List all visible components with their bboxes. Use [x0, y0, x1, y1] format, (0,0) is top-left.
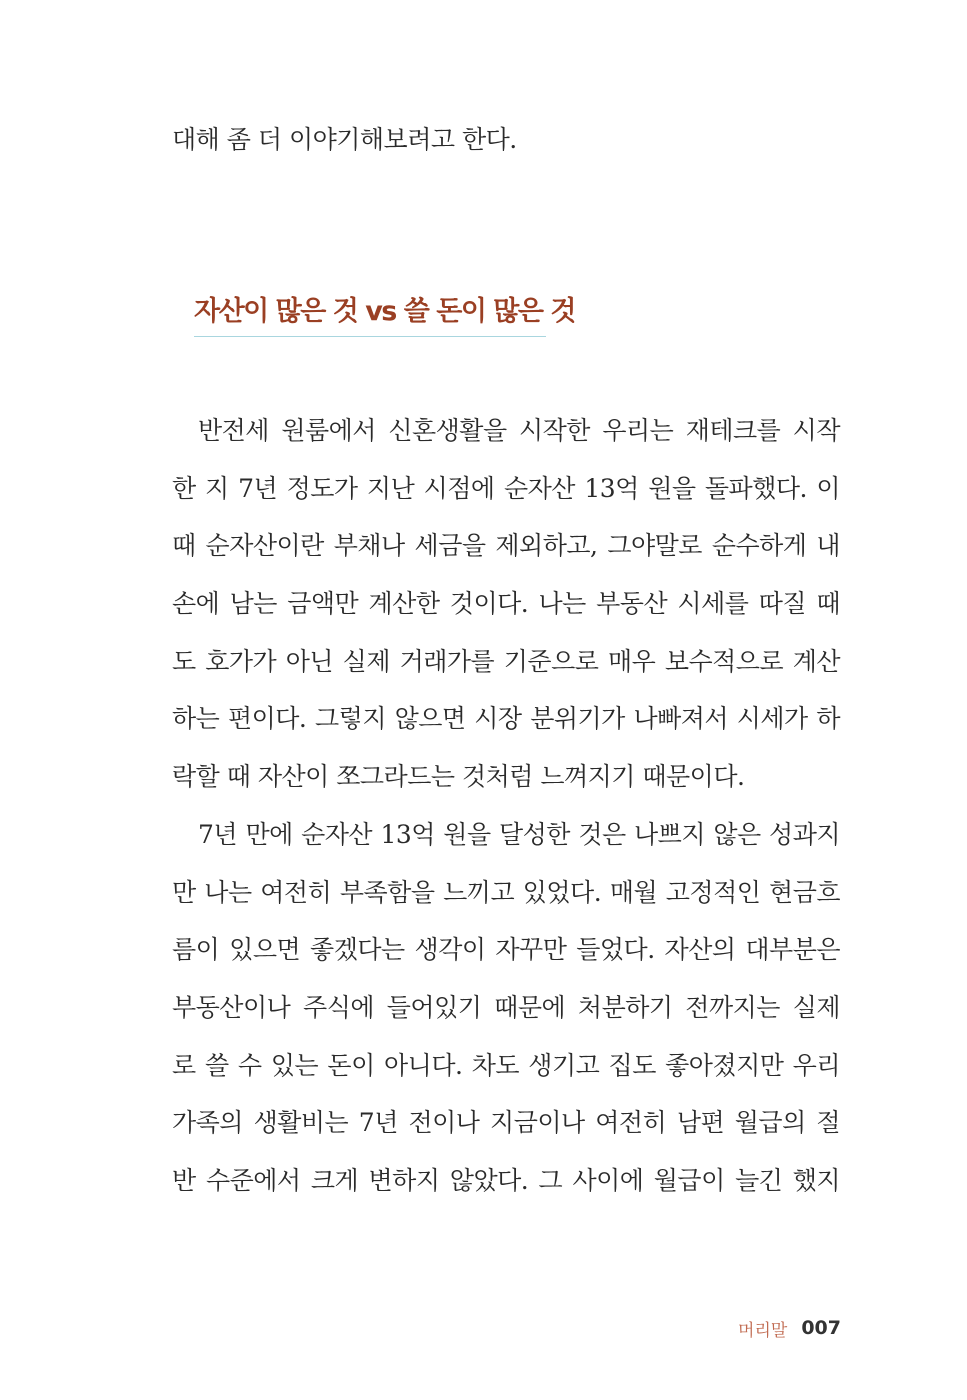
- paragraph-line: 하는 편이다. 그렇지 않으면 시장 분위기가 나빠져서 시세가 하: [172, 704, 840, 734]
- page-footer: [738, 1313, 841, 1343]
- running-footer-section: 머리말: [738, 1320, 788, 1341]
- paragraph-line: 락할 때 자산이 쪼그라드는 것처럼 느껴지기 때문이다.: [172, 762, 745, 792]
- paragraph-line: 부동산이나 주식에 들어있기 때문에 처분하기 전까지는 실제: [172, 993, 840, 1023]
- paragraph-line: 가족의 생활비는 7년 전이나 지금이나 여전히 남편 월급의 절: [172, 1108, 840, 1138]
- paragraph-line: 도 호가가 아닌 실제 거래가를 기준으로 매우 보수적으로 계산: [172, 646, 840, 676]
- intro-text-line: 대해 좀 더 이야기해보려고 한다.: [172, 125, 517, 154]
- page-number: 007: [801, 1317, 841, 1339]
- section-heading-underline: [194, 336, 546, 337]
- paragraph-line: 손에 남는 금액만 계산한 것이다. 나는 부동산 시세를 따질 때: [172, 589, 840, 619]
- paragraph-line: 반 수준에서 크게 변하지 않았다. 그 사이에 월급이 늘긴 했지: [172, 1166, 840, 1196]
- paragraph-line: 한 지 7년 정도가 지난 시점에 순자산 13억 원을 돌파했다. 이: [172, 473, 840, 503]
- section-heading-title: 자산이 많은 것 vs 쓸 돈이 많은 것: [194, 296, 575, 327]
- paragraph-line: 7년 만에 순자산 13억 원을 달성한 것은 나쁘지 않은 성과지: [198, 820, 840, 849]
- paragraph-line: 때 순자산이란 부채나 세금을 제외하고, 그야말로 순수하게 내: [172, 531, 840, 561]
- paragraph-line: 반전세 원룸에서 신혼생활을 시작한 우리는 재테크를 시작: [198, 416, 840, 445]
- paragraph-1: [172, 402, 840, 806]
- paragraph-line: 만 나는 여전히 부족함을 느끼고 있었다. 매월 고정적인 현금흐: [172, 877, 840, 907]
- paragraph-2: [172, 806, 840, 1210]
- paragraph-line: 름이 있으면 좋겠다는 생각이 자꾸만 들었다. 자산의 대부분은: [172, 935, 840, 965]
- section-heading: [194, 290, 575, 338]
- paragraph-line: 로 쓸 수 있는 돈이 아니다. 차도 생기고 집도 좋아졌지만 우리: [172, 1050, 840, 1080]
